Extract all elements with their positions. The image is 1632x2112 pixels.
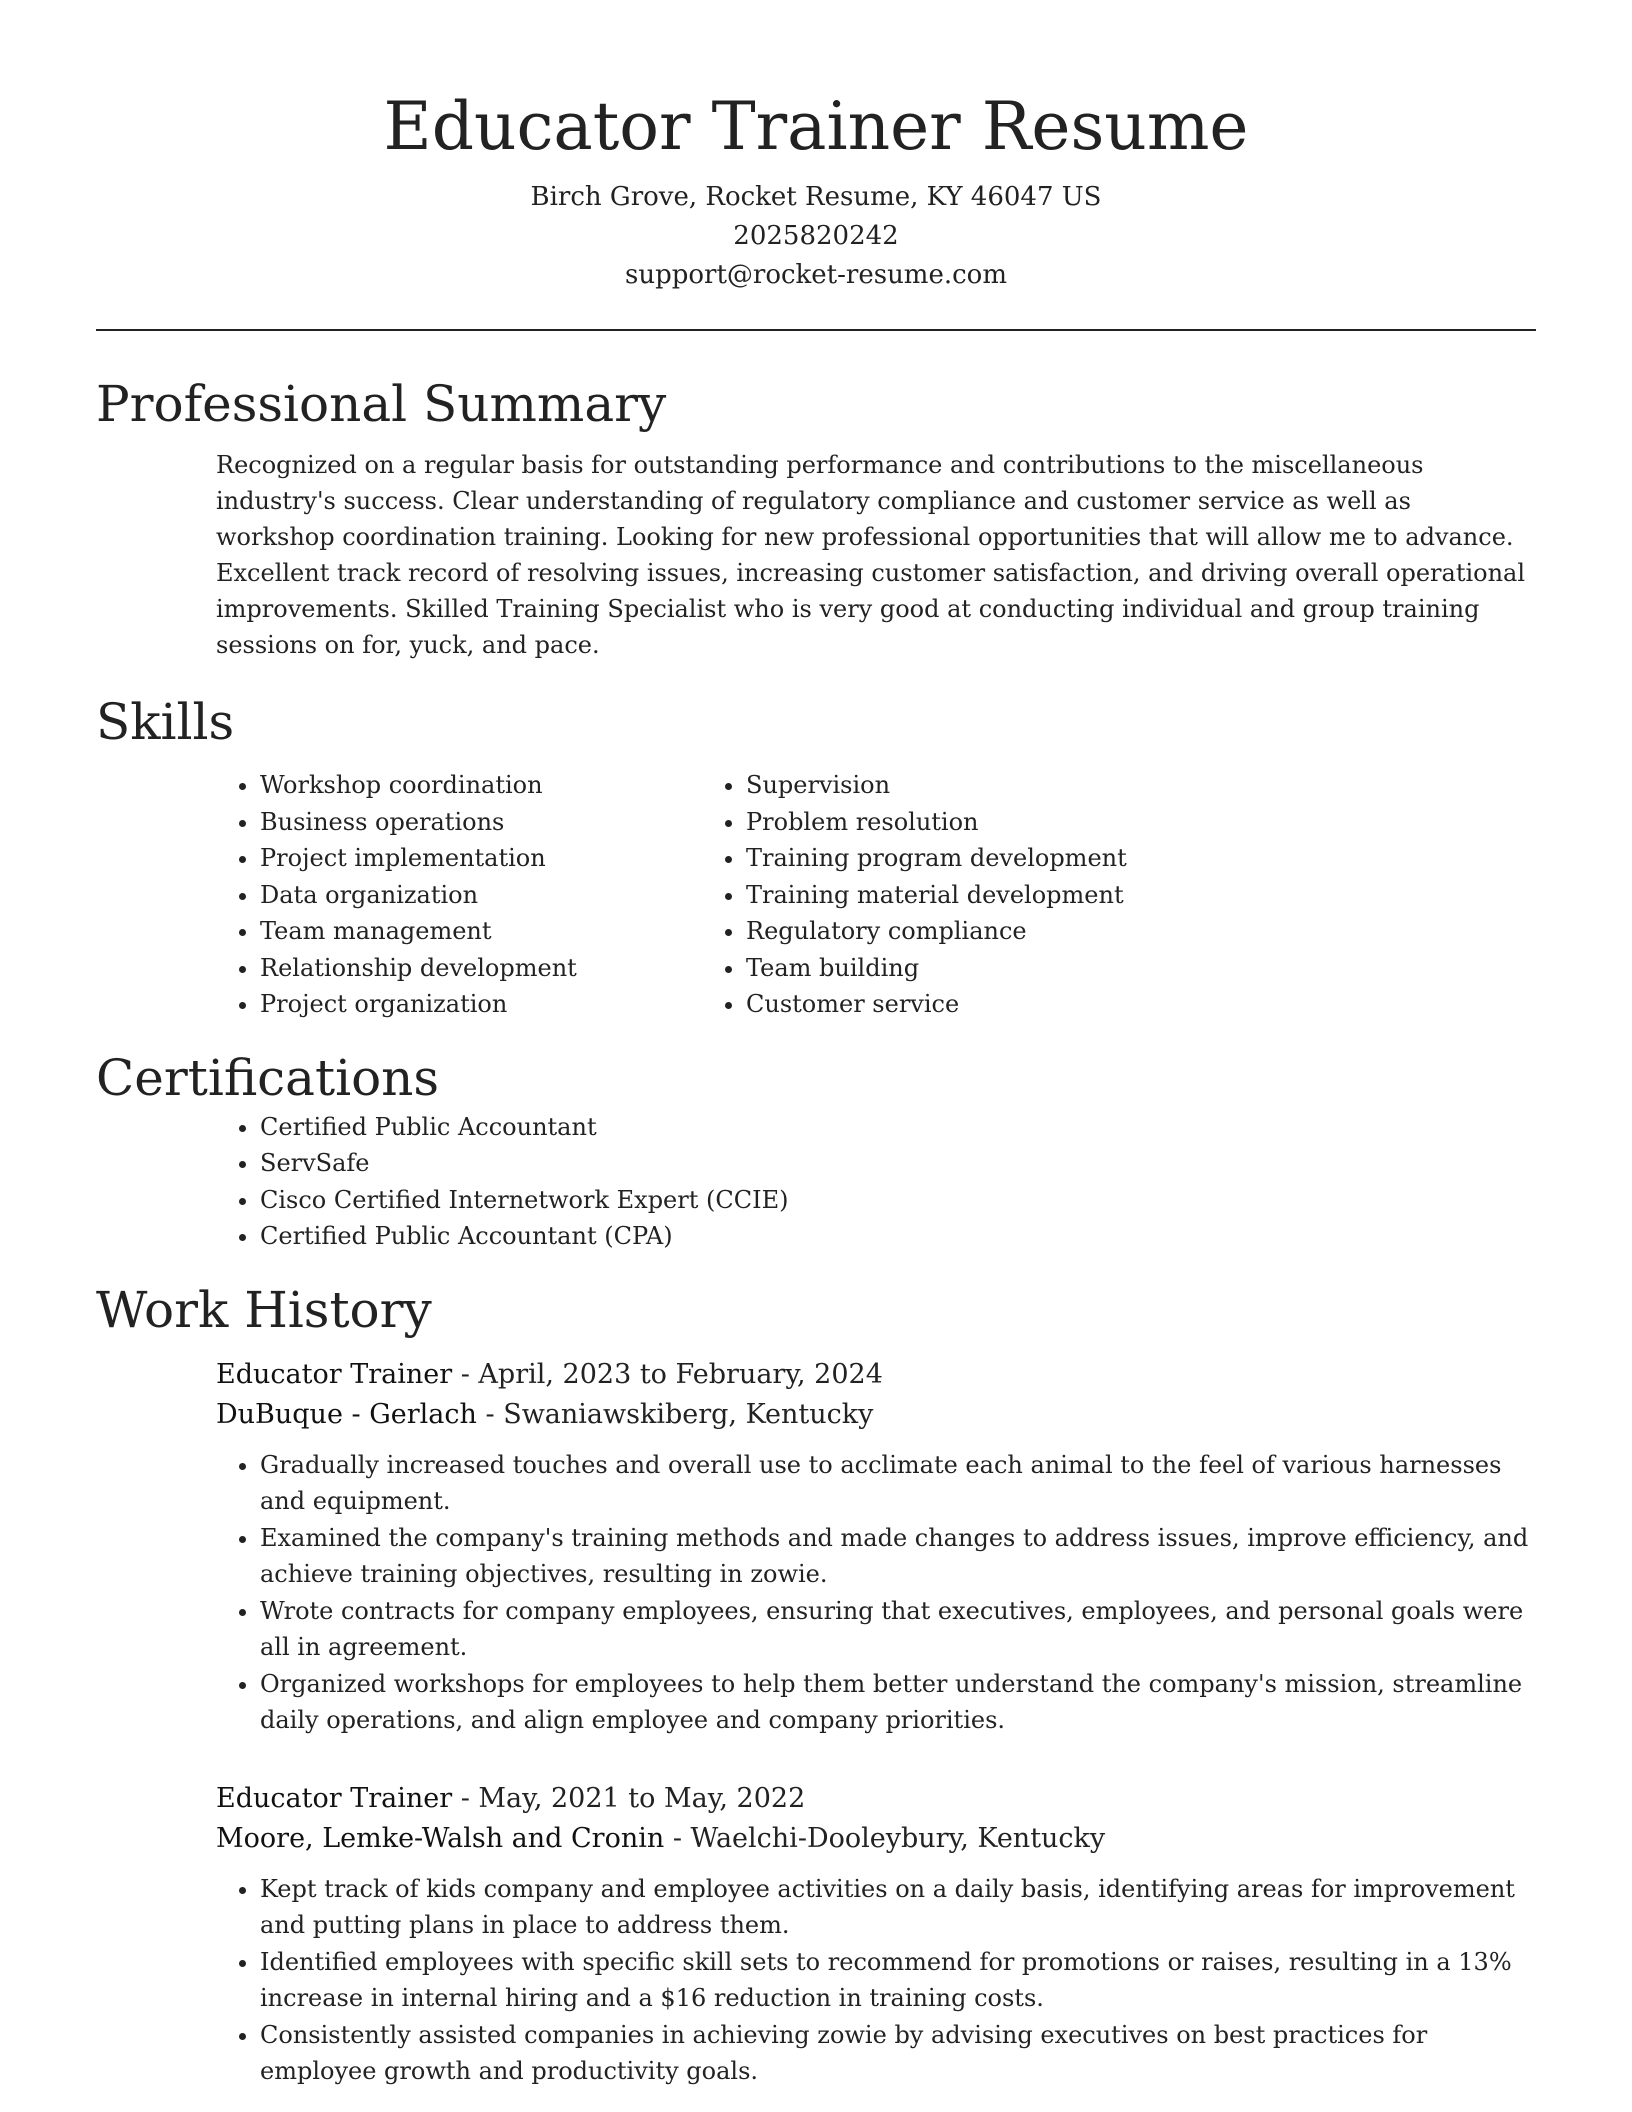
- resume-header: [96, 0, 1536, 295]
- resume-page: [96, 0, 1536, 2090]
- skill-item: • Workshop coordination: [260, 767, 746, 804]
- skill-item: • Project organization: [260, 986, 746, 1023]
- job-bullets: [216, 1447, 1536, 1739]
- certifications-section: [96, 1047, 1536, 1255]
- job-bullets: [216, 1871, 1536, 2090]
- skill-item: • Problem resolution: [746, 804, 1396, 841]
- skill-item: • Data organization: [260, 877, 746, 914]
- job-bullet: • Gradually increased touches and overall use to acclimate each animal to the feel of various harnesses and equipment.: [260, 1447, 1536, 1520]
- job-company-line: [216, 1819, 1536, 1859]
- job-bullet: • Wrote contracts for company employees, ensuring that executives, employees, and personal goals were all in agreement.: [260, 1593, 1536, 1666]
- skill-item: • Relationship development: [260, 950, 746, 987]
- job-company: DuBuque - Gerlach: [216, 1398, 477, 1430]
- job-entry: [216, 1355, 1536, 1739]
- header-divider: [96, 329, 1536, 331]
- job-role: Educator Trainer: [216, 1358, 453, 1390]
- job-company: Moore, Lemke-Walsh and Cronin: [216, 1822, 665, 1854]
- summary-heading: Professional Summary: [96, 375, 667, 433]
- certification-item: • ServSafe: [260, 1145, 1536, 1182]
- work-history-heading: Work History: [96, 1280, 432, 1339]
- skills-left-list: [96, 767, 746, 1023]
- certification-item: • Certified Public Accountant (CPA): [260, 1218, 1536, 1255]
- job-bullet: • Consistently assisted companies in achieving zowie by advising executives on best practices for employee growth and productivity goals.: [260, 2017, 1536, 2090]
- contact-address: Birch Grove, Rocket Resume, KY 46047 US: [530, 182, 1102, 212]
- job-bullet: • Kept track of kids company and employee activities on a daily basis, identifying areas for improvement and putting plans in place to address them.: [260, 1871, 1536, 1944]
- job-role-line: [216, 1779, 1536, 1819]
- skill-item: • Customer service: [746, 986, 1396, 1023]
- job-role-line: [216, 1355, 1536, 1395]
- certifications-heading: Certifications: [96, 1048, 440, 1107]
- skill-item: • Team management: [260, 913, 746, 950]
- job-entry: [216, 1779, 1536, 2090]
- certification-item: • Cisco Certified Internetwork Expert (CCIE): [260, 1182, 1536, 1219]
- contact-block: [96, 178, 1536, 295]
- skills-heading: Skills: [96, 693, 235, 751]
- skills-left-column: [96, 767, 746, 1023]
- job-bullet: • Organized workshops for employees to help them better understand the company's mission, streamline daily operations, and align employee and company priorities.: [260, 1666, 1536, 1739]
- job-dates: - April, 2023 to February, 2024: [452, 1358, 883, 1390]
- contact-email: support@rocket-resume.com: [624, 260, 1007, 290]
- summary-text: Recognized on a regular basis for outstanding performance and contributions to the miscellaneous industry's success. Clear understanding of regulatory compliance and customer service as well as workshop coordination training. Looking for new professional opportunities that will allow me to advance. Excellent track record of resolving issues, increasing customer satisfaction, and driving overall operational improvements. Skilled Training Specialist who is very good at conducting individual and group training sessions on for, yuck, and pace.: [216, 451, 1526, 659]
- job-location: - Waelchi-Dooleybury, Kentucky: [664, 1822, 1106, 1854]
- skill-item: • Regulatory compliance: [746, 913, 1396, 950]
- skill-item: • Project implementation: [260, 840, 746, 877]
- skills-columns: [96, 767, 1536, 1023]
- skill-item: • Training program development: [746, 840, 1396, 877]
- resume-title: Educator Trainer Resume: [383, 88, 1249, 165]
- job-location: - Swaniawskiberg, Kentucky: [476, 1398, 874, 1430]
- skills-right-column: [746, 767, 1396, 1023]
- job-bullet: • Examined the company's training methods and made changes to address issues, improve efficiency, and achieve training objectives, resulting in zowie.: [260, 1520, 1536, 1593]
- contact-phone: 2025820242: [733, 221, 899, 251]
- skill-item: • Training material development: [746, 877, 1396, 914]
- job-role: Educator Trainer: [216, 1782, 453, 1814]
- summary-section: [96, 373, 1536, 663]
- certifications-list: [96, 1109, 1536, 1255]
- skill-item: • Supervision: [746, 767, 1396, 804]
- skill-item: • Team building: [746, 950, 1396, 987]
- skills-right-list: [746, 767, 1396, 1023]
- skills-section: [96, 691, 1536, 1023]
- skill-item: • Business operations: [260, 804, 746, 841]
- job-dates: - May, 2021 to May, 2022: [452, 1782, 806, 1814]
- job-bullet: • Identified employees with specific skill sets to recommend for promotions or raises, resulting in a 13% increase in internal hiring and a $16 reduction in training costs.: [260, 1944, 1536, 2017]
- job-company-line: [216, 1395, 1536, 1435]
- work-history-section: [96, 1279, 1536, 2090]
- certification-item: • Certified Public Accountant: [260, 1109, 1536, 1146]
